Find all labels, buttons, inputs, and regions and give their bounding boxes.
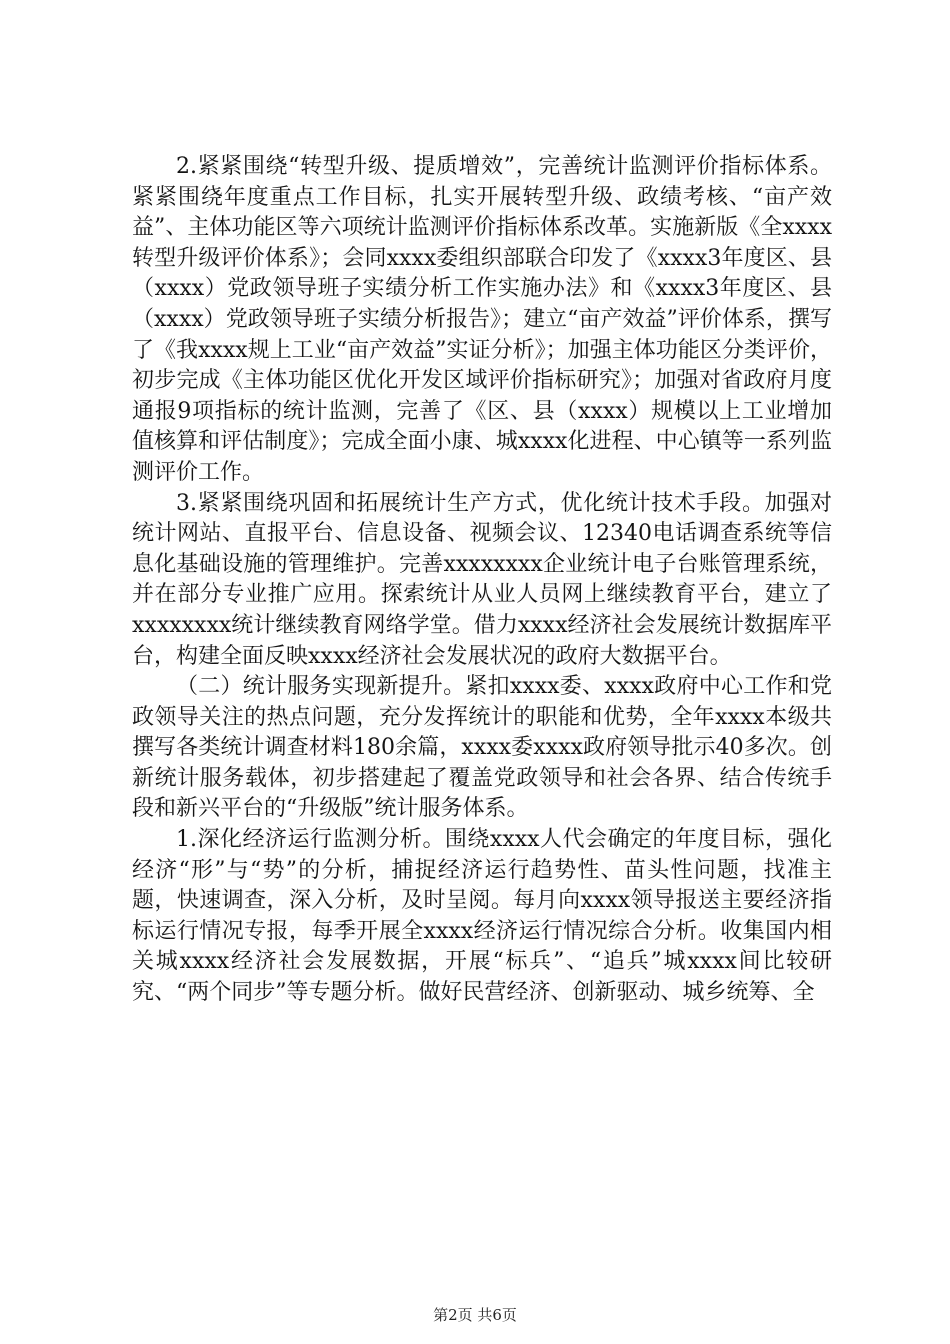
paragraph-1-economic-monitoring: 1.深化经济运行监测分析。围绕xxxx人代会确定的年度目标，强化经济“形”与“势”的分析，捕捉经济运行趋势性、苗头性问题，找准主题，快速调查，深入分析，及时呈阅。每月向xxxx领导报送主要经济指标运行情况专报，每季开展全xxxx经济运行情况综合分析。收集国内相关城xxxx经济社会发展数据，开展“标兵”、“追兵”城xxxx间比较研究、“两个同步”等专题分析。做好民营经济、创新驱动、城乡统筹、全 xyxy=(132,827,832,1006)
paragraph-2-indicator-system: 2.紧紧围绕“转型升级、提质增效”，完善统计监测评价指标体系。紧紧围绕年度重点工作目标，扎实开展转型升级、政绩考核、“亩产效益”、主体功能区等六项统计监测评价指标体系改革。实施新版《全xxxx转型升级评价体系》；会同xxxx委组织部联合印发了《xxxx3年度区、县（xxxx）党政领导班子实绩分析工作实施办法》和《xxxx3年度区、县（xxxx）党政领导班子实绩分析报告》；建立“亩产效益”评价体系，撰写了《我xxxx规上工业“亩产效益”实证分析》；加强主体功能区分类评价，初步完成《主体功能区优化开发区域评价指标研究》；加强对省政府月度通报9项指标的统计监测，完善了《区、县（xxxx）规模以上工业增加值核算和评估制度》；完成全面小康、城xxxx化进程、中心镇等一系列监测评价工作。 xyxy=(132,154,832,485)
body-text xyxy=(132,152,832,1009)
page-footer: 第2页 共6页 xyxy=(433,1306,517,1324)
paragraph-section-2-statistical-service: （二）统计服务实现新提升。紧扣xxxx委、xxxx政府中心工作和党政领导关注的热点问题，充分发挥统计的职能和优势，全年xxxx本级共撰写各类统计调查材料180余篇，xxxx委xxxx政府领导批示40多次。创新统计服务载体，初步搭建起了覆盖党政领导和社会各界、结合传统手段和新兴平台的“升级版”统计服务体系。 xyxy=(132,674,832,822)
paragraph-3-statistical-technology: 3.紧紧围绕巩固和拓展统计生产方式，优化统计技术手段。加强对统计网站、直报平台、信息设备、视频会议、12340电话调查系统等信息化基础设施的管理维护。完善xxxxxxxx企业统计电子台账管理系统，并在部分专业推广应用。探索统计从业人员网上继续教育平台，建立了xxxxxxxx统计继续教育网络学堂。借力xxxx经济社会发展统计数据库平台，构建全面反映xxxx经济社会发展状况的政府大数据平台。 xyxy=(132,490,832,669)
